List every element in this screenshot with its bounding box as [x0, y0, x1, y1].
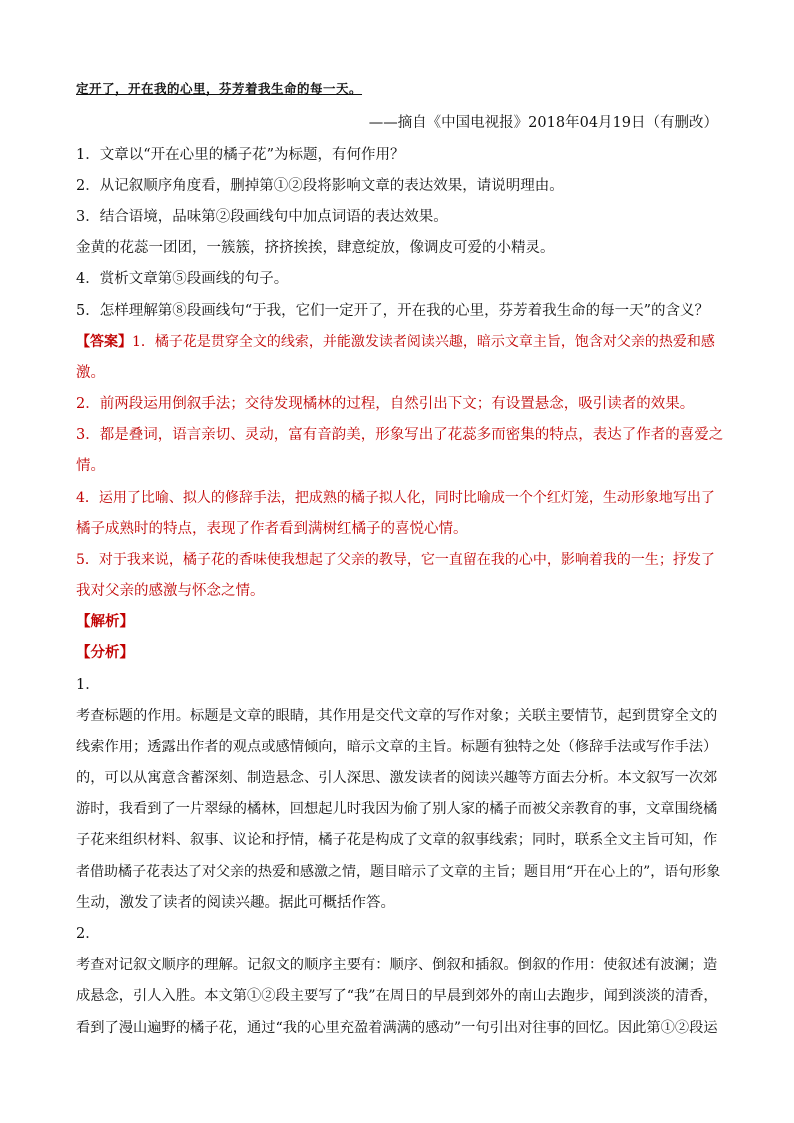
question-3-sentence: 金黄的花蕊一团团，一簇簇，挤挤挨挨，肆意绽放，像调皮可爱的小精灵。 — [76, 240, 555, 256]
question-4: 4．赏析文章第⑤段画线的句子。 — [76, 271, 289, 287]
analysis-1-line-4: 游时，我看到了一片翠绿的橘林，回想起儿时我因为偷了别人家的橘子而被父亲教育的事，文章围绕橘 — [76, 801, 718, 817]
answer-2: 2．前两段运用倒叙手法；交待发现橘林的过程，自然引出下文；有设置悬念，吸引读者的效果。 — [76, 396, 695, 412]
answer-5-line-1: 5．对于我来说，橘子花的香味使我想起了父亲的教导，它一直留在我的心中，影响着我的一生；抒发了 — [76, 552, 715, 568]
analysis-1-line-7: 生动，激发了读者的阅读兴趣。据此可概括作答。 — [76, 895, 395, 911]
answer-1-text: 1．橘子花是贯穿全文的线索，并能激发读者阅读兴趣，暗示文章主旨，饱含对父亲的热爱和感 — [132, 334, 715, 350]
analysis-2-line-1: 考查对记叙文顺序的理解。记叙文的顺序主要有：顺序、倒叙和插叙。倒叙的作用：使叙述有波澜；造 — [76, 957, 718, 973]
analysis-1-line-2: 线索作用；透露出作者的观点或感情倾向，暗示文章的主旨。标题有独特之处（修辞手法或写作手法） — [76, 739, 718, 755]
question-5: 5．怎样理解第⑧段画线句“于我，它们一定开了，开在我的心里，芬芳着我生命的每一天”的含义？ — [76, 303, 710, 319]
answer-5-line-2: 我对父亲的感激与怀念之情。 — [76, 583, 265, 599]
analysis-2-line-2: 成悬念，引人入胜。本文第①②段主要写了“我”在周日的早晨到郊外的南山去跑步，闻到淡淡的清香， — [76, 988, 718, 1004]
source-citation: ——摘自《中国电视报》2018年04月19日（有删改） — [368, 115, 718, 131]
analysis-tag: 【解析】 — [76, 613, 134, 630]
fenxi-tag: 【分析】 — [76, 644, 134, 661]
analysis-1-line-5: 子花来组织材料、叙事、议论和抒情，橘子花是构成了文章的叙事线索；同时，联系全文主旨可知，作 — [76, 832, 718, 848]
analysis-1-line-1: 考查标题的作用。标题是文章的眼睛，其作用是交代文章的写作对象；关联主要情节，起到贯穿全文的 — [76, 708, 718, 724]
answer-4-line-1: 4．运用了比喻、拟人的修辞手法，把成熟的橘子拟人化，同时比喻成一个个红灯笼，生动形象地写出了 — [76, 490, 715, 506]
analysis-1-line-6: 者借助橘子花表达了对父亲的热爱和感激之情，题目暗示了文章的主旨；题目用“开在心上的”，语句形象 — [76, 864, 721, 880]
quoted-line: 定开了，开在我的心里，芬芳着我生命的每一天。 — [76, 81, 363, 96]
analysis-1-line-3: 的，可以从寓意含蓄深刻、制造悬念、引人深思、激发读者的阅读兴趣等方面去分析。本文叙写一次郊 — [76, 770, 718, 786]
question-2: 2．从记叙顺序角度看，删掉第①②段将影响文章的表达效果，请说明理由。 — [76, 178, 564, 194]
question-1: 1．文章以“开在心里的橘子花”为标题，有何作用？ — [76, 147, 405, 163]
answer-1-line-2: 激。 — [76, 365, 105, 381]
analysis-2-line-3: 看到了漫山遍野的橘子花，通过“我的心里充盈着满满的感动”一句引出对往事的回忆。因此第①②段运 — [76, 1020, 718, 1036]
answer-3-line-1: 3．都是叠词，语言亲切、灵动，富有音韵美，形象写出了花蕊多而密集的特点，表达了作者的喜爱之 — [76, 427, 724, 443]
question-3: 3．结合语境，品味第②段画线句中加点词语的表达效果。 — [76, 209, 448, 225]
answer-1-line-1 — [76, 333, 715, 351]
answer-tag: 【答案】 — [76, 334, 132, 350]
analysis-number-2: 2． — [76, 926, 100, 942]
answer-4-line-2: 橘子成熟时的特点，表现了作者看到满树红橘子的喜悦心情。 — [76, 521, 468, 537]
answer-3-line-2: 情。 — [76, 458, 105, 474]
analysis-number-1: 1． — [76, 677, 100, 693]
